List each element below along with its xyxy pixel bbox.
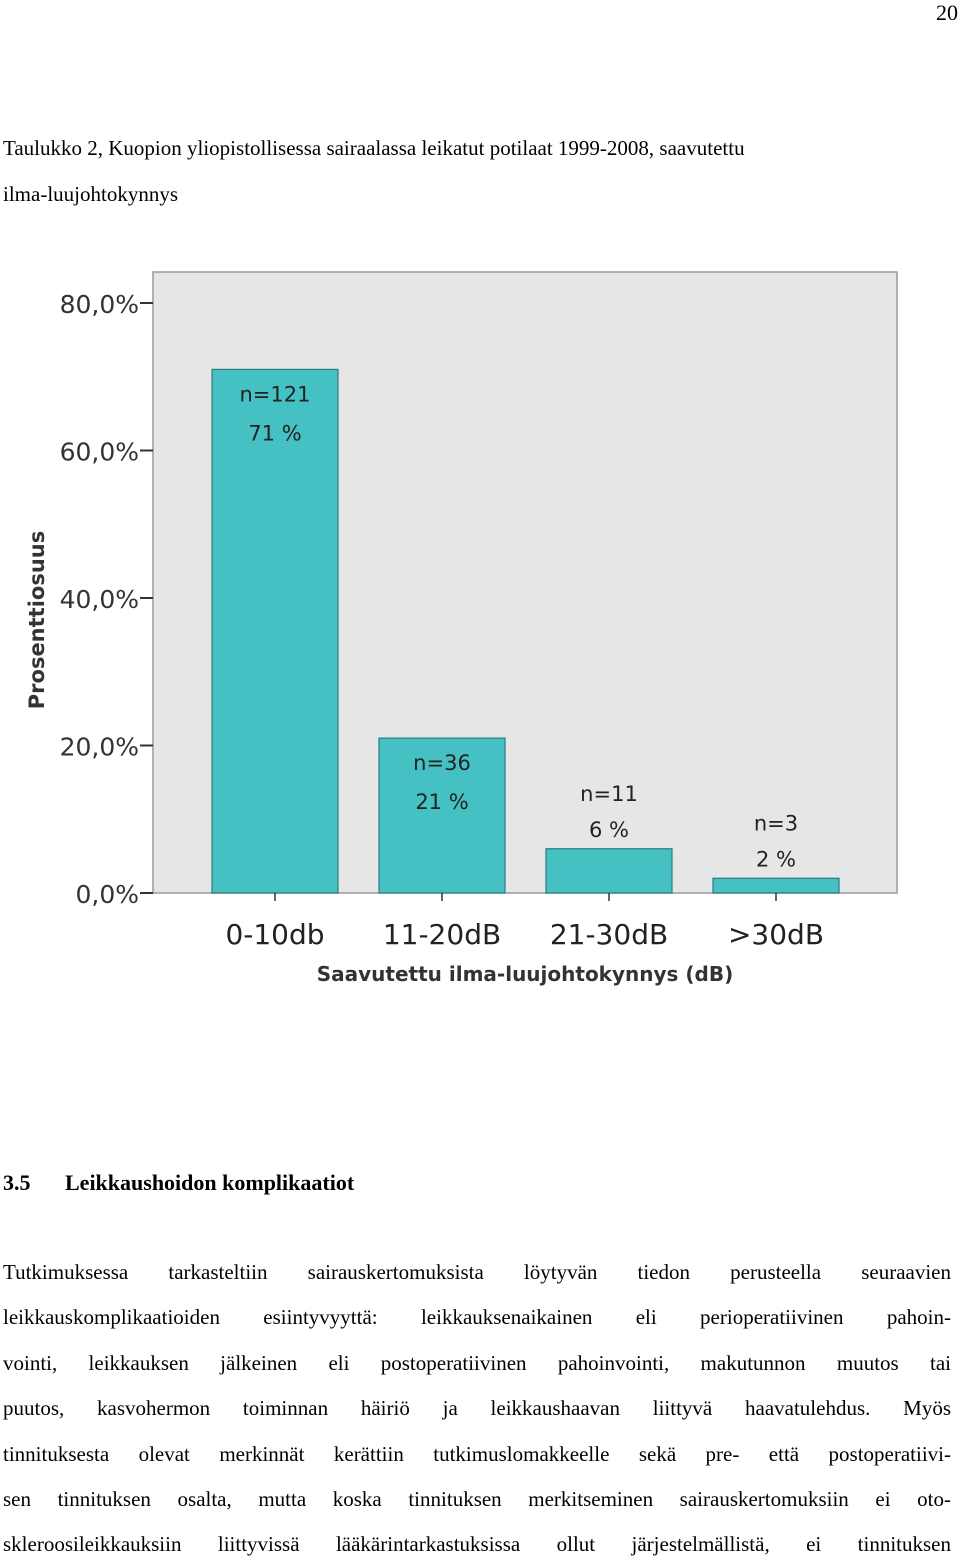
bar-chart (0, 250, 960, 1010)
bar-count-label: n=11 (580, 781, 638, 806)
section-number: 3.5 (3, 1170, 31, 1195)
x-tick-label: 11-20dB (382, 918, 502, 951)
caption-line-1: Taulukko 2, Kuopion yliopistollisessa sairaalassa leikatut potilaat 1999-2008, saavutettu (3, 136, 745, 160)
y-tick-label: 80,0% (59, 290, 139, 319)
body-paragraph (3, 1250, 951, 1568)
table-caption (3, 125, 943, 217)
body-line: tinnituksesta olevat merkinnät kerättiin tutkimuslomakkeelle sekä pre- että postoperatiivi- (3, 1441, 951, 1466)
y-tick-label: 0,0% (75, 880, 139, 909)
body-line: Tutkimuksessa tarkasteltiin sairauskertomuksista löytyvän tiedon perusteella seuraavien (3, 1260, 951, 1284)
y-tick-label: 20,0% (59, 732, 139, 762)
body-line: vointi, leikkauksen jälkeinen eli postoperatiivinen pahoinvointi, makutunnon muutos tai (3, 1350, 951, 1375)
y-tick-label: 60,0% (59, 437, 139, 467)
body-line: puutos, kasvohermon toiminnan häiriö ja leikkaushaavan liittyvä haavatulehdus. Myös (3, 1396, 951, 1421)
bar-count-label: n=3 (753, 811, 799, 836)
bar-percent-label: 71 % (248, 421, 302, 446)
bar-percent-label: 2 % (756, 847, 796, 872)
body-line: sen tinnituksen osalta, mutta koska tinnituksen merkitseminen sairauskertomuksiin ei oto- (3, 1487, 951, 1512)
caption-line-2: ilma-luujohtokynnys (3, 182, 178, 206)
section-heading (3, 1170, 354, 1196)
x-tick-label: >30dB (727, 918, 825, 951)
body-line: skleroosileikkauksiin liittyvissä lääkärintarkastuksissa ollut järjestelmällistä, ei tinnituksen (3, 1532, 951, 1557)
x-axis-label: Saavutettu ilma-luujohtokynnys (dB) (316, 962, 734, 986)
bar-percent-label: 6 % (589, 817, 629, 842)
y-axis-label: Prosenttiosuus (25, 530, 49, 710)
x-tick-label: 0-10db (225, 918, 325, 951)
y-tick-label: 40,0% (59, 585, 139, 614)
page-number: 20 (936, 0, 958, 25)
y-axis (60, 290, 153, 909)
x-axis (225, 893, 824, 951)
bar-count-label: n=121 (239, 382, 311, 407)
body-line: leikkauskomplikaatioiden esiintyvyyttä: leikkauksenaikainen eli perioperatiivinen pahoin- (3, 1305, 951, 1330)
bar-count-label: n=36 (413, 751, 471, 776)
bar-percent-label: 21 % (415, 790, 469, 815)
bar (212, 369, 338, 893)
x-tick-label: 21-30dB (549, 918, 669, 951)
bar (546, 849, 672, 893)
section-title: Leikkaushoidon komplikaatiot (65, 1170, 355, 1195)
bar (713, 878, 839, 893)
